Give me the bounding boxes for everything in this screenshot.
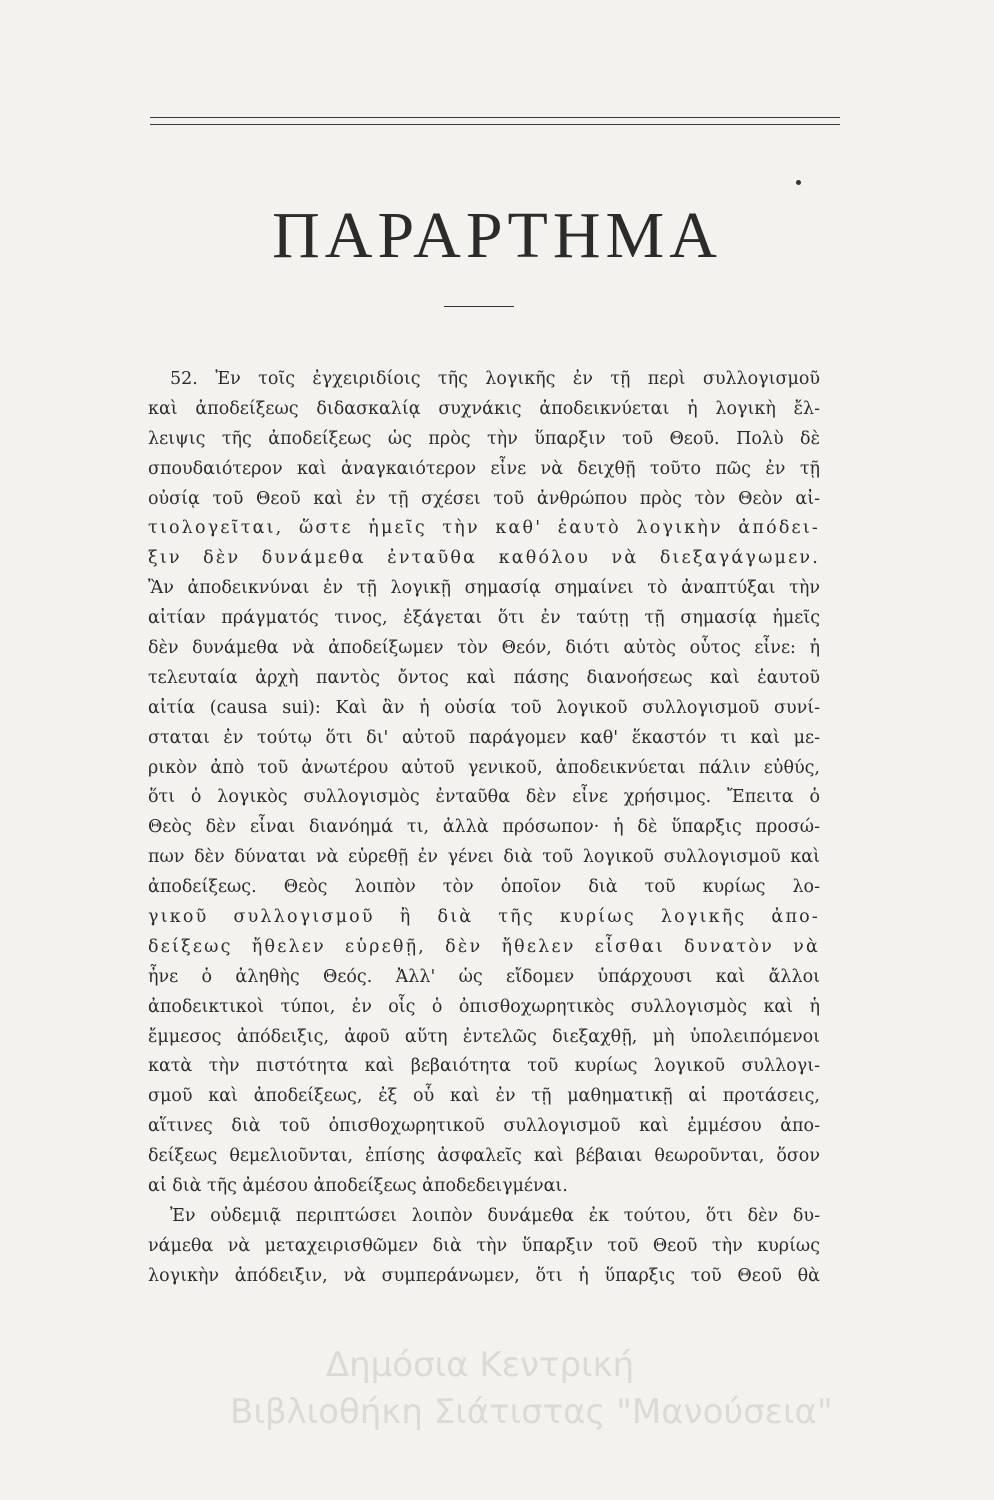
text-line: λογικὴν ἀπόδειξιν, νὰ συμπεράνωμεν, ὅτι ἡ ὕπαρξις τοῦ Θεοῦ θὰ (148, 1265, 820, 1286)
text-line: δὲν δυνάμεθα νὰ ἀποδείξωμεν τὸν Θεόν, διότι αὐτὸς οὗτος εἶνε: ἡ (148, 638, 820, 659)
text-line: ἀποδείξεως. Θεὸς λοιπὸν τὸν ὁποῖον διὰ τοῦ κυρίως λο- (148, 877, 820, 898)
text-line: αἰτία (causa sui): Καὶ ἂν ἡ οὐσία τοῦ λογικοῦ συλλογισμοῦ συνί- (148, 697, 820, 718)
text-line: τελευταία ἀρχὴ παντὸς ὄντος καὶ πάσης διανοήσεως καὶ ἑαυτοῦ (148, 667, 820, 688)
body-text (148, 365, 820, 1292)
text-line: κατὰ τὴν πιστότητα καὶ βεβαιότητα τοῦ κυρίως λογικοῦ συλλογι- (148, 1056, 820, 1077)
text-line: Θεὸς δὲν εἶναι διανόημά τι, ἀλλὰ πρόσωπον· ἡ δὲ ὕπαρξις προσώ- (148, 817, 820, 838)
title-underline (444, 306, 514, 307)
text-line: Ἂν ἀποδεικνύναι ἐν τῇ λογικῇ σημασίᾳ σημαίνει τὸ ἀναπτύξαι τὴν (148, 578, 820, 599)
text-line: ἔμμεσος ἀπόδειξις, ἀφοῦ αὕτη ἐντελῶς διεξαχθῇ, μὴ ὑπολειπόμενοι (148, 1026, 820, 1047)
text-line: αἵτινες διὰ τοῦ ὀπισθοχωρητικοῦ συλλογισμοῦ καὶ ἐμμέσου ἀπο- (148, 1116, 820, 1137)
text-line: καὶ ἀποδείξεως διδασκαλίᾳ συχνάκις ἀποδεικνύεται ἡ λογικὴ ἔλ- (148, 398, 820, 419)
ink-dot (796, 180, 801, 185)
text-line: γικοῦ συλλογισμοῦ ἢ διὰ τῆς κυρίως λογικῆς ἀπο- (148, 907, 820, 928)
text-line: σταται ἐν τούτῳ ὅτι δι' αὐτοῦ παράγομεν καθ' ἕκαστόν τι καὶ με- (148, 727, 820, 748)
page-title: ΠΑΡΑΡΤΗΜΑ (272, 199, 722, 272)
text-line: Ἐν οὐδεμιᾷ περιπτώσει λοιπὸν δυνάμεθα ἐκ τούτου, ὅτι δὲν δυ- (170, 1205, 820, 1226)
library-watermark-line2: Βιβλιοθήκη Σιάτιστας "Μανούσεια" (230, 1392, 833, 1432)
text-line: ξιν δὲν δυνάμεθα ἐνταῦθα καθόλου νὰ διεξαγάγωμεν. (148, 548, 820, 569)
library-watermark-line1: Δημόσια Κεντρική (325, 1345, 635, 1385)
text-line: αἱ διὰ τῆς ἀμέσου ἀποδείξεως ἀποδεδειγμέναι. (148, 1176, 568, 1197)
text-line: 52. Ἐν τοῖς ἐγχειριδίοις τῆς λογικῆς ἐν τῇ περὶ συλλογισμοῦ (170, 369, 820, 389)
text-line: σμοῦ καὶ ἀποδείξεως, ἐξ οὗ καὶ ἐν τῇ μαθηματικῇ αἱ προτάσεις, (148, 1086, 820, 1107)
text-line: πων δὲν δύναται νὰ εὑρεθῇ ἐν γένει διὰ τοῦ λογικοῦ συλλογισμοῦ καὶ (148, 847, 820, 868)
text-line: οὐσίᾳ τοῦ Θεοῦ καὶ ἐν τῇ σχέσει τοῦ ἀνθρώπου πρὸς τὸν Θεὸν αἰ- (148, 488, 820, 509)
text-line: τιολογεῖται, ὥστε ἡμεῖς τὴν καθ' ἑαυτὸ λογικὴν ἀπόδει- (148, 518, 820, 539)
text-line: ὅτι ὁ λογικὸς συλλογισμὸς ἐνταῦθα δὲν εἶνε χρήσιμος. Ἔπειτα ὁ (148, 787, 820, 808)
text-line: ρικὸν ἀπὸ τοῦ ἀνωτέρου αὐτοῦ γενικοῦ, ἀποδεικνύεται πάλιν εὐθύς, (148, 757, 820, 778)
text-line: λειψις τῆς ἀποδείξεως ὡς πρὸς τὴν ὕπαρξιν τοῦ Θεοῦ. Πολὺ δὲ (148, 428, 820, 449)
text-line: δείξεως ἤθελεν εὑρεθῇ, δὲν ἤθελεν εἶσθαι δυνατὸν νὰ (148, 936, 820, 957)
text-line: ἦνε ὁ ἀληθὴς Θεός. Ἀλλ' ὡς εἴδομεν ὑπάρχουσι καὶ ἄλλοι (148, 966, 820, 987)
text-line: σπουδαιότερον καὶ ἀναγκαιότερον εἶνε νὰ δειχθῇ τοῦτο πῶς ἐν τῇ (148, 458, 820, 479)
text-line: ἀποδεικτικοὶ τύποι, ἐν οἷς ὁ ὀπισθοχωρητικὸς συλλογισμὸς καὶ ἡ (148, 996, 820, 1017)
top-rule-2 (150, 124, 840, 125)
top-rule-1 (150, 117, 840, 118)
text-line: δείξεως θεμελιοῦνται, ἐπίσης ἀσφαλεῖς καὶ βέβαιαι θεωροῦνται, ὅσον (148, 1146, 820, 1167)
text-line: αἰτίαν πράγματός τινος, ἐξάγεται ὅτι ἐν ταύτῃ τῇ σημασίᾳ ἡμεῖς (148, 608, 820, 629)
text-line: νάμεθα νὰ μεταχειρισθῶμεν διὰ τὴν ὕπαρξιν τοῦ Θεοῦ τὴν κυρίως (148, 1235, 820, 1256)
